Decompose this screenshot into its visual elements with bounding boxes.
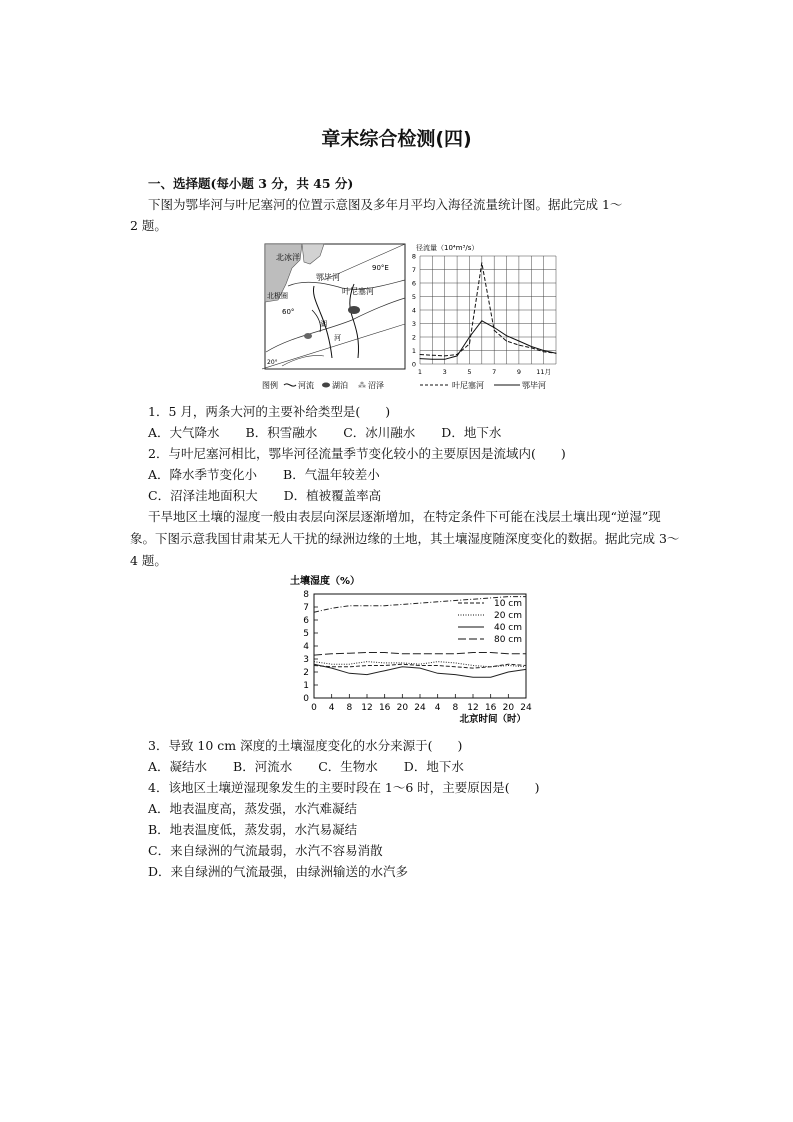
runoff-x-tick-2: 5 [467,368,472,376]
q4-stem: 4．该地区土壤逆湿现象发生的主要时段在 1～6 时，主要原因是( ) [148,780,540,795]
runoff-point-1-9 [531,346,532,347]
soil-legend-3: 80 cm [493,635,522,645]
legend-lake-symbol [322,383,330,388]
legend-lake: 湖泊 [332,381,348,390]
q3-option-d[interactable]: D．地下水 [403,759,464,774]
runoff-x-tick-4: 9 [516,368,521,376]
q2-option-b[interactable]: B．气温年较差小 [283,467,380,482]
soil-y-tick-4: 4 [303,642,309,652]
soil-x-tick-12: 24 [520,703,532,713]
section-heading: 一、选择题(每小题 3 分，共 45 分) [148,176,354,191]
runoff-point-0-0 [420,354,421,355]
soil-x-tick-4: 16 [378,703,391,713]
q3-options [148,759,490,775]
runoff-point-1-5 [481,320,482,321]
q3-option-c[interactable]: C．生物水 [318,759,378,774]
runoff-point-1-1 [432,359,433,360]
runoff-y-tick-7: 7 [411,266,417,274]
runoff-y-tick-6: 6 [411,279,417,288]
runoff-x-tick-1: 3 [442,368,447,376]
runoff-point-1-2 [444,359,445,360]
legend-river: 河流 [298,381,314,390]
q2-stem: 2．与叶尼塞河相比，鄂毕河径流量季节变化较小的主要原因是流域内( ) [148,446,566,461]
runoff-y-tick-8: 8 [411,252,417,261]
runoff-y-tick-1: 1 [411,347,417,355]
map-label-ocean: 北冰洋 [276,253,300,262]
soil-series-3 [314,653,526,656]
runoff-y-tick-5: 5 [411,293,417,301]
soil-x-tick-5: 20 [396,703,409,713]
page-title: 章末综合检测(四) [321,128,472,150]
intro2-text: 干旱地区土壤的湿度一般由表层向深层逐渐增加，在特定条件下可能在浅层土壤出现“逆湿”现象。下图示意我国甘肃某无人干扰的绿洲边缘的土地，其土壤湿度随深度变化的数据。据此完成 3～4 题。 [130,509,680,568]
runoff-point-1-7 [506,335,507,336]
runoff-point-1-6 [494,327,495,328]
q4-option-a[interactable]: A．地表温度高，蒸发强，水汽难凝结 [148,801,358,816]
runoff-series-1 [420,321,556,360]
q1-option-d[interactable]: D．地下水 [441,425,502,440]
soil-moisture-chart [286,572,546,730]
legend-river-symbol [284,384,296,386]
q1-stem: 1．5 月，两条大河的主要补给类型是( ) [148,404,391,419]
legend-swamp-symbol: ⁂ [358,381,366,390]
runoff-point-0-1 [432,355,433,356]
q4-option-d[interactable]: D．来自绿洲的气流最强，由绿洲输送的水汽多 [148,864,409,879]
soil-x-tick-0: 0 [311,703,317,713]
runoff-y-tick-0: 0 [411,360,417,369]
intro1-line1: 下图为鄂毕河与叶尼塞河的位置示意图及多年月平均入海径流量统计图。据此完成 1～ [148,197,623,212]
runoff-x-tick-0: 1 [417,368,423,376]
intro1-line2: 2 题。 [130,218,167,233]
map-label-obi: 鄂毕河 [316,273,340,282]
runoff-legend-0: 叶尼塞河 [452,381,484,390]
runoff-point-0-5 [481,262,482,263]
q2-options-row2 [148,488,407,504]
map-label-20: 20° [267,359,278,366]
q1-option-b[interactable]: B．积雪融水 [245,425,318,440]
soil-y-tick-8: 8 [303,590,309,600]
soil-x-tick-8: 8 [452,703,459,713]
soil-y-tick-1: 1 [303,681,309,691]
legend-swamp: 沼泽 [368,381,384,390]
runoff-chart-title: 径流量（10⁴m³/s） [416,244,479,252]
runoff-point-1-8 [518,341,519,342]
soil-x-tick-2: 8 [346,703,353,713]
soil-series-0 [314,664,526,668]
q2-option-d[interactable]: D．植被覆盖率高 [283,488,382,503]
map-legend [262,380,384,390]
q1-option-a[interactable]: A．大气降水 [148,425,220,440]
runoff-point-0-6 [494,330,495,331]
runoff-y-tick-2: 2 [411,333,417,342]
soil-y-tick-2: 2 [303,668,309,678]
soil-legend-1: 20 cm [493,611,522,621]
soil-y-tick-6: 6 [303,616,309,626]
map-label-60: 60° [282,308,295,316]
q4-option-b[interactable]: B．地表温度低，蒸发弱，水汽易凝结 [148,822,358,837]
runoff-point-0-4 [469,343,470,344]
runoff-series-0 [420,263,556,356]
runoff-y-tick-4: 4 [411,306,417,315]
soil-chart-title: 土壤湿度（%） [290,576,361,587]
soil-x-tick-7: 4 [434,703,441,713]
soil-x-tick-11: 20 [502,703,515,713]
q2-options-row1 [148,467,406,483]
soil-plot-frame [314,594,526,698]
q3-option-b[interactable]: B．河流水 [233,759,293,774]
soil-x-tick-9: 12 [467,703,479,713]
runoff-chart [412,243,557,390]
runoff-point-0-8 [518,345,519,346]
soil-x-tick-3: 12 [361,703,373,713]
runoff-y-tick-3: 3 [411,320,417,328]
runoff-point-1-0 [420,358,421,359]
map-label-yenisei: 叶尼塞河 [342,287,374,296]
soil-y-tick-3: 3 [303,655,309,665]
soil-x-label: 北京时间（时） [459,714,526,725]
runoff-point-0-7 [506,341,507,342]
soil-legend-0: 10 cm [493,599,522,609]
figure-map-runoff [262,240,562,394]
q3-option-a[interactable]: A．凝结水 [148,759,208,774]
runoff-point-0-9 [531,347,532,348]
q2-option-a[interactable]: A．降水季节变化小 [148,467,258,482]
q2-option-c[interactable]: C．沼泽洼地面积大 [148,488,258,503]
q4-option-c[interactable]: C．来自绿洲的气流最弱，水汽不容易消散 [148,843,383,858]
soil-legend-2: 40 cm [493,623,522,633]
soil-y-tick-7: 7 [303,603,309,613]
intro2 [130,506,685,572]
soil-x-tick-10: 16 [484,703,497,713]
runoff-point-1-10 [543,350,544,351]
runoff-point-0-2 [444,355,445,356]
map-label-arctic-circle: 北极圈 [267,292,288,300]
runoff-point-1-11 [556,353,557,354]
map-label-90e: 90°E [372,264,389,272]
location-map [262,244,405,369]
soil-y-tick-0: 0 [303,694,309,704]
runoff-legend-1: 鄂毕河 [522,381,546,390]
q1-options [148,425,527,441]
runoff-point-0-10 [543,351,544,352]
runoff-x-tick-3: 7 [492,368,497,376]
runoff-x-tick-5: 11月 [536,368,552,376]
soil-x-tick-1: 4 [328,703,335,713]
map-label-river: 河 [334,334,341,342]
q3-stem: 3．导致 10 cm 深度的土壤湿度变化的水分来源于( ) [148,738,463,753]
legend-title: 图例 [262,381,278,390]
q1-option-c[interactable]: C．冰川融水 [343,425,416,440]
runoff-point-1-3 [457,355,458,356]
soil-y-tick-5: 5 [303,629,309,639]
soil-x-tick-6: 24 [414,703,426,713]
map-label-lake: 湖 [320,320,327,328]
runoff-point-1-4 [469,337,470,338]
